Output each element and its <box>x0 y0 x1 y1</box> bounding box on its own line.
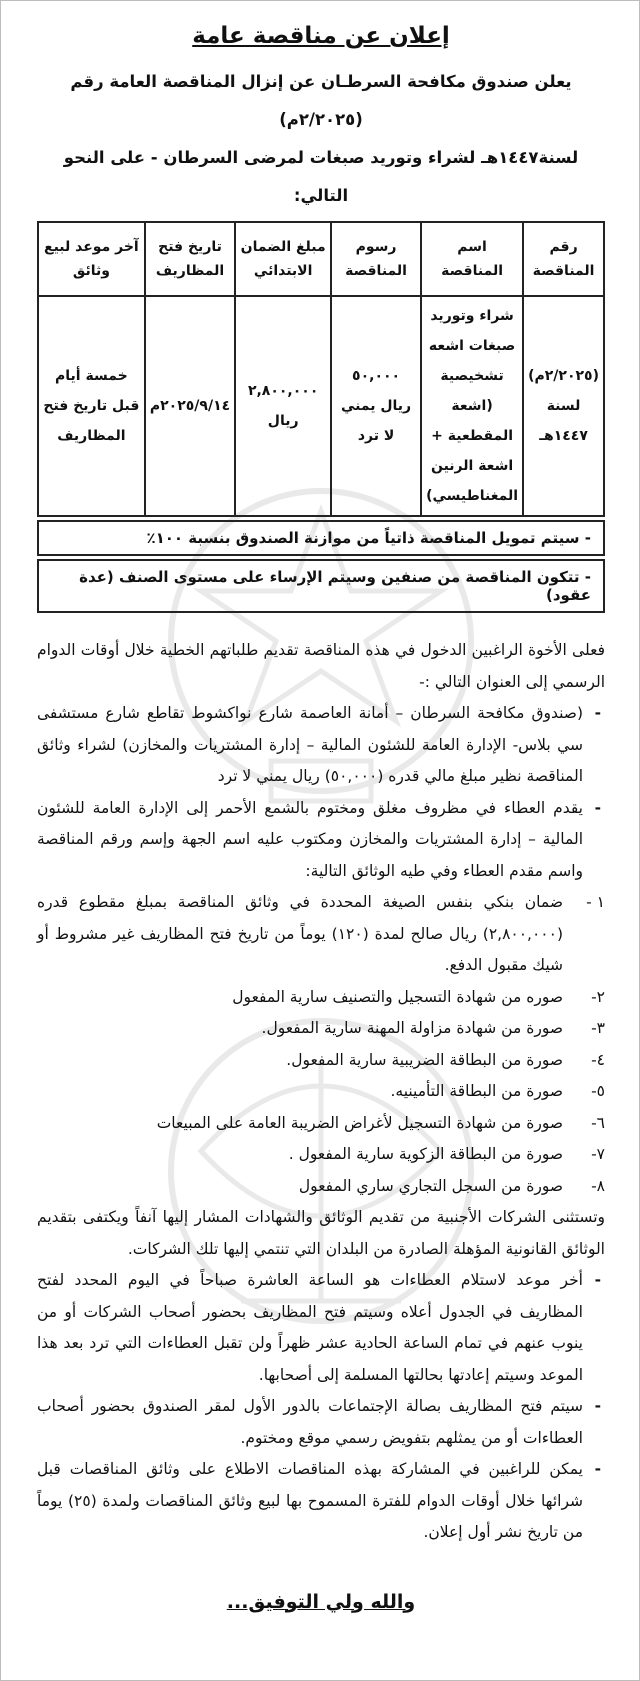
list-item-number: ٦- <box>591 1113 605 1132</box>
list-item <box>37 1045 605 1077</box>
list-item-text: صورة من البطاقة التأمينيه. <box>390 1082 563 1100</box>
header-last-sale: آخر موعد لبيع وثائق <box>38 222 145 296</box>
header-tender-number: رقم المناقصة <box>523 222 604 296</box>
table-row <box>38 296 604 516</box>
header-opening-date: تاريخ فتح المظاريف <box>145 222 236 296</box>
funding-note: - سيتم تمويل المناقصة ذاتياً من موازنة الصندوق بنسبة ١٠٠٪ <box>37 520 605 556</box>
list-item-text: صورة من شهادة مزاولة المهنة سارية المفعول. <box>261 1019 563 1037</box>
list-item <box>37 887 605 982</box>
cell-guarantee: ٢,٨٠٠,٠٠٠ ريال <box>235 296 331 516</box>
list-item-text: صورة من البطاقة الضريبية سارية المفعول. <box>286 1050 563 1069</box>
list-item <box>37 1076 605 1108</box>
intro-line-1: يعلن صندوق مكافحة السرطـان عن إنزال المناقصة العامة رقم (٢/٢٠٢٥م) <box>70 72 572 129</box>
list-item <box>37 1108 605 1140</box>
list-item-review: - يمكن للراغبين في المشاركة بهذه المناقصات الاطلاع على وثائق المناقصات قبل شرائها خلال أوقات الدوام للفترة المسموح بها لبيع وثائق المناقصات ولمدة (٢٥) يوماً من تاريخ نشر أول إعلان. <box>37 1454 583 1549</box>
list-item-deadline: - أخر موعد لاستلام العطاءات هو الساعة العاشرة صباحاً في اليوم المحدد لفتح المظاريف في الجدول أعلاه وسيتم فتح المظاريف بحضور أصحاب الشركات أو من ينوب عنهم في تمام الساعة الحادية عشر ظهراً ولن تقبل العطاءات التي ترد بعد هذا الموعد وسيتم إعادتها بحالتها المسلمة إلى أصحابها. <box>37 1265 583 1391</box>
list-item-number: ٥- <box>591 1082 605 1100</box>
cell-tender-fees: ٥٠,٠٠٠ ريال يمني لا ترد <box>331 296 421 516</box>
intro-line-2: لسنة١٤٤٧هـ لشراء وتوريد صبغات لمرضى السرطان - على النحو التالي: <box>63 148 579 205</box>
list-item-text: صورة من شهادة التسجيل لأغراض الضريبة العامة على المبيعات <box>156 1113 563 1132</box>
funding-note-text: سيتم تمويل المناقصة ذاتياً من موازنة الصندوق بنسبة ١٠٠٪ <box>146 529 580 547</box>
foreign-companies-paragraph: وتستثنى الشركات الأجنبية من تقديم الوثائق والشهادات المشار إليها آنفاً ويكتفى بتقديم الوثائق القانونية المؤهلة الصادرة من البلدان التي تنتمي إليها تلك الشركات. <box>37 1208 605 1258</box>
list-item-number: ٣- <box>591 1019 605 1037</box>
list-item-text: صورة من البطاقة الزكوية سارية المفعول . <box>288 1145 563 1163</box>
list-item-number: ٤- <box>591 1050 605 1069</box>
cell-last-sale: خمسة أيام قبل تاريخ فتح المظاريف <box>38 296 145 516</box>
table-header-row <box>38 222 604 296</box>
list-item <box>37 1171 605 1203</box>
tender-table <box>37 221 605 517</box>
list-item-number: ١ - <box>586 893 605 911</box>
cell-tender-name: شراء وتوريد صبغات اشعه تشخيصية (اشعة المقطعية + اشعة الرنين المغناطيسي) <box>421 296 523 516</box>
list-item-text: صورة من السجل التجاري ساري المفعول <box>298 1176 563 1195</box>
list-item <box>37 1139 605 1171</box>
cell-opening-date: ٢٠٢٥/٩/١٤م <box>145 296 236 516</box>
lots-note: - تتكون المناقصة من صنفين وسيتم الإرساء على مستوى الصنف (عدة عقود) <box>37 559 605 613</box>
announcement-title: إعلان عن مناقصة عامة <box>192 23 450 49</box>
header-tender-name: اسم المناقصة <box>421 222 523 296</box>
required-documents-list <box>37 887 605 1202</box>
instructions-list-2 <box>37 1265 605 1549</box>
header-tender-fees: رسوم المناقصة <box>331 222 421 296</box>
list-item-number: ٨- <box>591 1176 605 1195</box>
cell-tender-number: (٢/٢٠٢٥م) لسنة ١٤٤٧هـ <box>523 296 604 516</box>
list-item-number: ٢- <box>591 987 605 1006</box>
closing-line: والله ولي التوفيق... <box>226 1590 416 1613</box>
instructions-list-1 <box>37 698 605 887</box>
list-item <box>37 1013 605 1045</box>
list-item-opening: - سيتم فتح المظاريف بصالة الإجتماعات بالدور الأول لمقر الصندوق بحضور أصحاب العطاءات أو من يمثلهم بتفويض رسمي موقع ومختوم. <box>37 1391 583 1454</box>
list-item-address: - (صندوق مكافحة السرطان – أمانة العاصمة شارع نواكشوط تقاطع شارع مستشفى سي بلاس- الإدارة العامة للشئون المالية – إدارة المشتريات والمخازن) لشراء وثائق المناقصة نظير مبلغ مالي قدره (٥٠,٠٠٠) ريال يمني لا ترد <box>37 698 583 793</box>
list-item-text: ضمان بنكي بنفس الصيغة المحددة في وثائق المناقصة بمبلغ مقطوع قدره (٢,٨٠٠,٠٠٠) ريال صالح لمدة (١٢٠) يوماً من تاريخ فتح المظاريف غير مشروط أو شيك مقبول الدفع. <box>37 893 564 974</box>
list-item <box>37 982 605 1014</box>
body-paragraph-intro: فعلى الأخوة الراغبين الدخول في هذه المناقصة تقديم طلباتهم الخطية خلال أوقات الدوام الرسمي إلى العنوان التالي :- <box>37 641 605 691</box>
lots-note-text: تتكون المناقصة من صنفين وسيتم الإرساء على مستوى الصنف (عدة عقود) <box>79 568 591 604</box>
list-item-text: صوره من شهادة التسجيل والتصنيف سارية المفعول <box>232 987 563 1006</box>
announcement-body <box>37 635 605 1549</box>
list-item-number: ٧- <box>591 1145 605 1163</box>
list-item-submission: - يقدم العطاء في مظروف مغلق ومختوم بالشمع الأحمر إلى الإدارة العامة للشئون المالية – إدارة المشتريات والمخازن ومكتوب عليه اسم الجهة وإسم ورقم المناقصة واسم مقدم العطاء وفي طيه الوثائق التالية: <box>37 793 583 888</box>
header-guarantee: مبلغ الضمان الابتدائي <box>235 222 331 296</box>
